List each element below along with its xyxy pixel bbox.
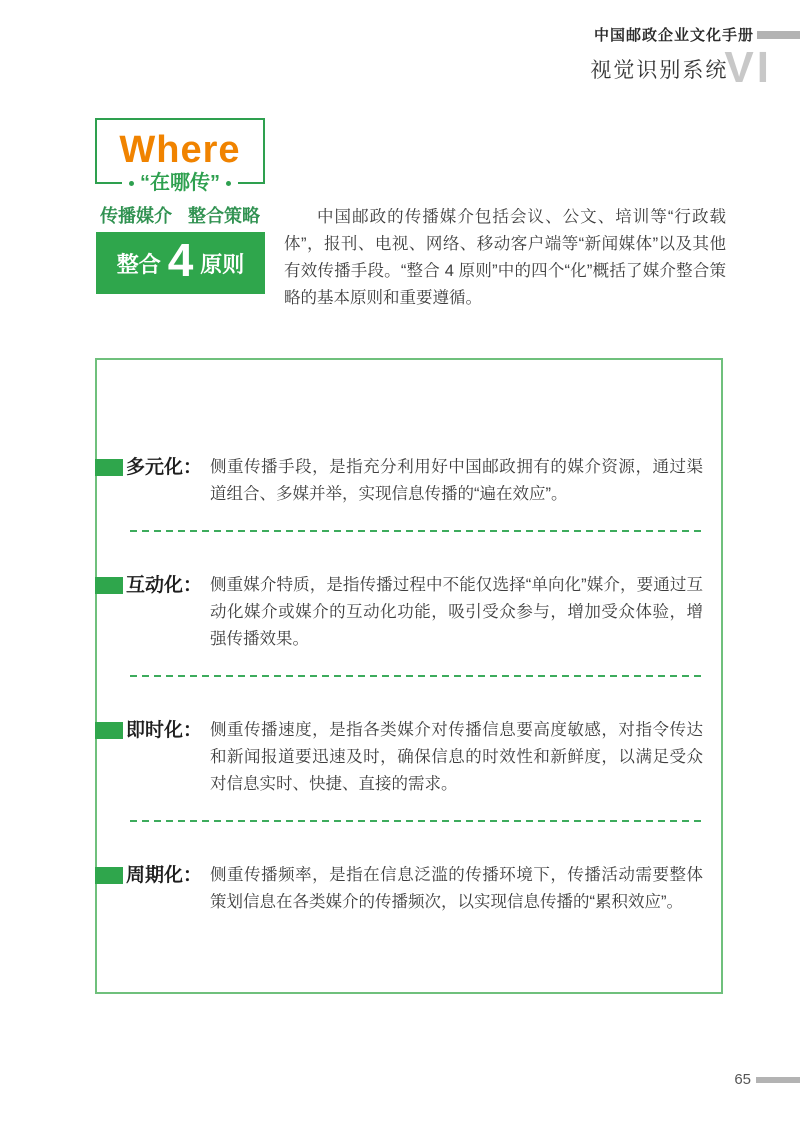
green-marker-icon [95, 722, 123, 739]
where-frame [95, 118, 265, 194]
integration-principles-badge [96, 232, 265, 294]
header-title-row [0, 24, 800, 45]
item-side [97, 454, 210, 481]
badge-suffix: 原则 [200, 251, 245, 277]
item-side [97, 717, 210, 744]
green-marker-icon [95, 577, 123, 594]
where-subtitle-row [95, 202, 265, 228]
page-header [0, 24, 800, 92]
bullet-dot-left-icon [129, 181, 134, 186]
item-text: 侧重传播频率，是指在信息泛滥的传播环境下，传播活动需要整体策划信息在各类媒介的传播频次，以实现信息传播的“累积效应”。 [210, 866, 703, 911]
principles-box [95, 358, 723, 994]
green-marker-icon [95, 867, 123, 884]
item-text: 侧重传播速度，是指各类媒介对传播信息要高度敏感，对指令传达和新闻报道要迅速及时，确保信息的时效性和新鲜度，以满足受众对信息实时、快捷、直接的需求。 [210, 721, 703, 793]
system-title: 视觉识别系统 [590, 59, 729, 82]
item-label: 互动化： [126, 575, 203, 596]
header-bar-decoration [757, 31, 800, 39]
subtitle-media: 传播媒介 [100, 206, 172, 226]
item-label: 即时化： [126, 720, 203, 741]
item-text: 侧重媒介特质，是指传播过程中不能仅选择“单向化”媒介，要通过互动化媒介或媒介的互动化功能，吸引受众参与，增加受众体验，增强传播效果。 [210, 576, 703, 648]
vi-logo: VI [724, 43, 772, 92]
footer-bar-decoration [756, 1077, 800, 1083]
principle-item-periodic [97, 862, 721, 916]
item-side [97, 572, 210, 599]
item-text: 侧重传播手段，是指充分利用好中国邮政拥有的媒介资源，通过渠道组合、多媒并举，实现信息传播的“遍在效应”。 [210, 458, 703, 503]
bullet-dot-right-icon [226, 181, 231, 186]
header-subtitle-row [0, 43, 800, 92]
principle-item-realtime [97, 717, 721, 798]
page-number: 65 [734, 1071, 751, 1088]
intro-paragraph: 中国邮政的传播媒介包括会议、公文、培训等“行政载体”，报刊、电视、网络、移动客户端等“新闻媒体”以及其他有效传播手段。“整合 4 原则”中的四个“化”概括了媒介整合策略的基本原则和重要遵循。 [284, 208, 726, 307]
page-footer [734, 1071, 800, 1088]
item-side [97, 862, 210, 889]
handbook-title: 中国邮政企业文化手册 [593, 27, 754, 44]
where-title-cn: “在哪传” [140, 172, 220, 194]
dashed-divider [130, 675, 704, 677]
dashed-divider [130, 530, 704, 532]
green-marker-icon [95, 459, 123, 476]
subtitle-strategy: 整合策略 [188, 206, 260, 226]
principle-item-interaction [97, 572, 721, 653]
item-label: 周期化： [126, 865, 203, 886]
principle-item-diversification [97, 454, 721, 508]
dashed-divider [130, 820, 704, 822]
badge-number: 4 [167, 234, 194, 286]
where-block [95, 118, 265, 228]
where-title-en: Where [119, 129, 241, 171]
item-label: 多元化： [126, 457, 203, 478]
where-title-cn-wrap [122, 171, 238, 195]
badge-prefix: 整合 [116, 251, 161, 277]
